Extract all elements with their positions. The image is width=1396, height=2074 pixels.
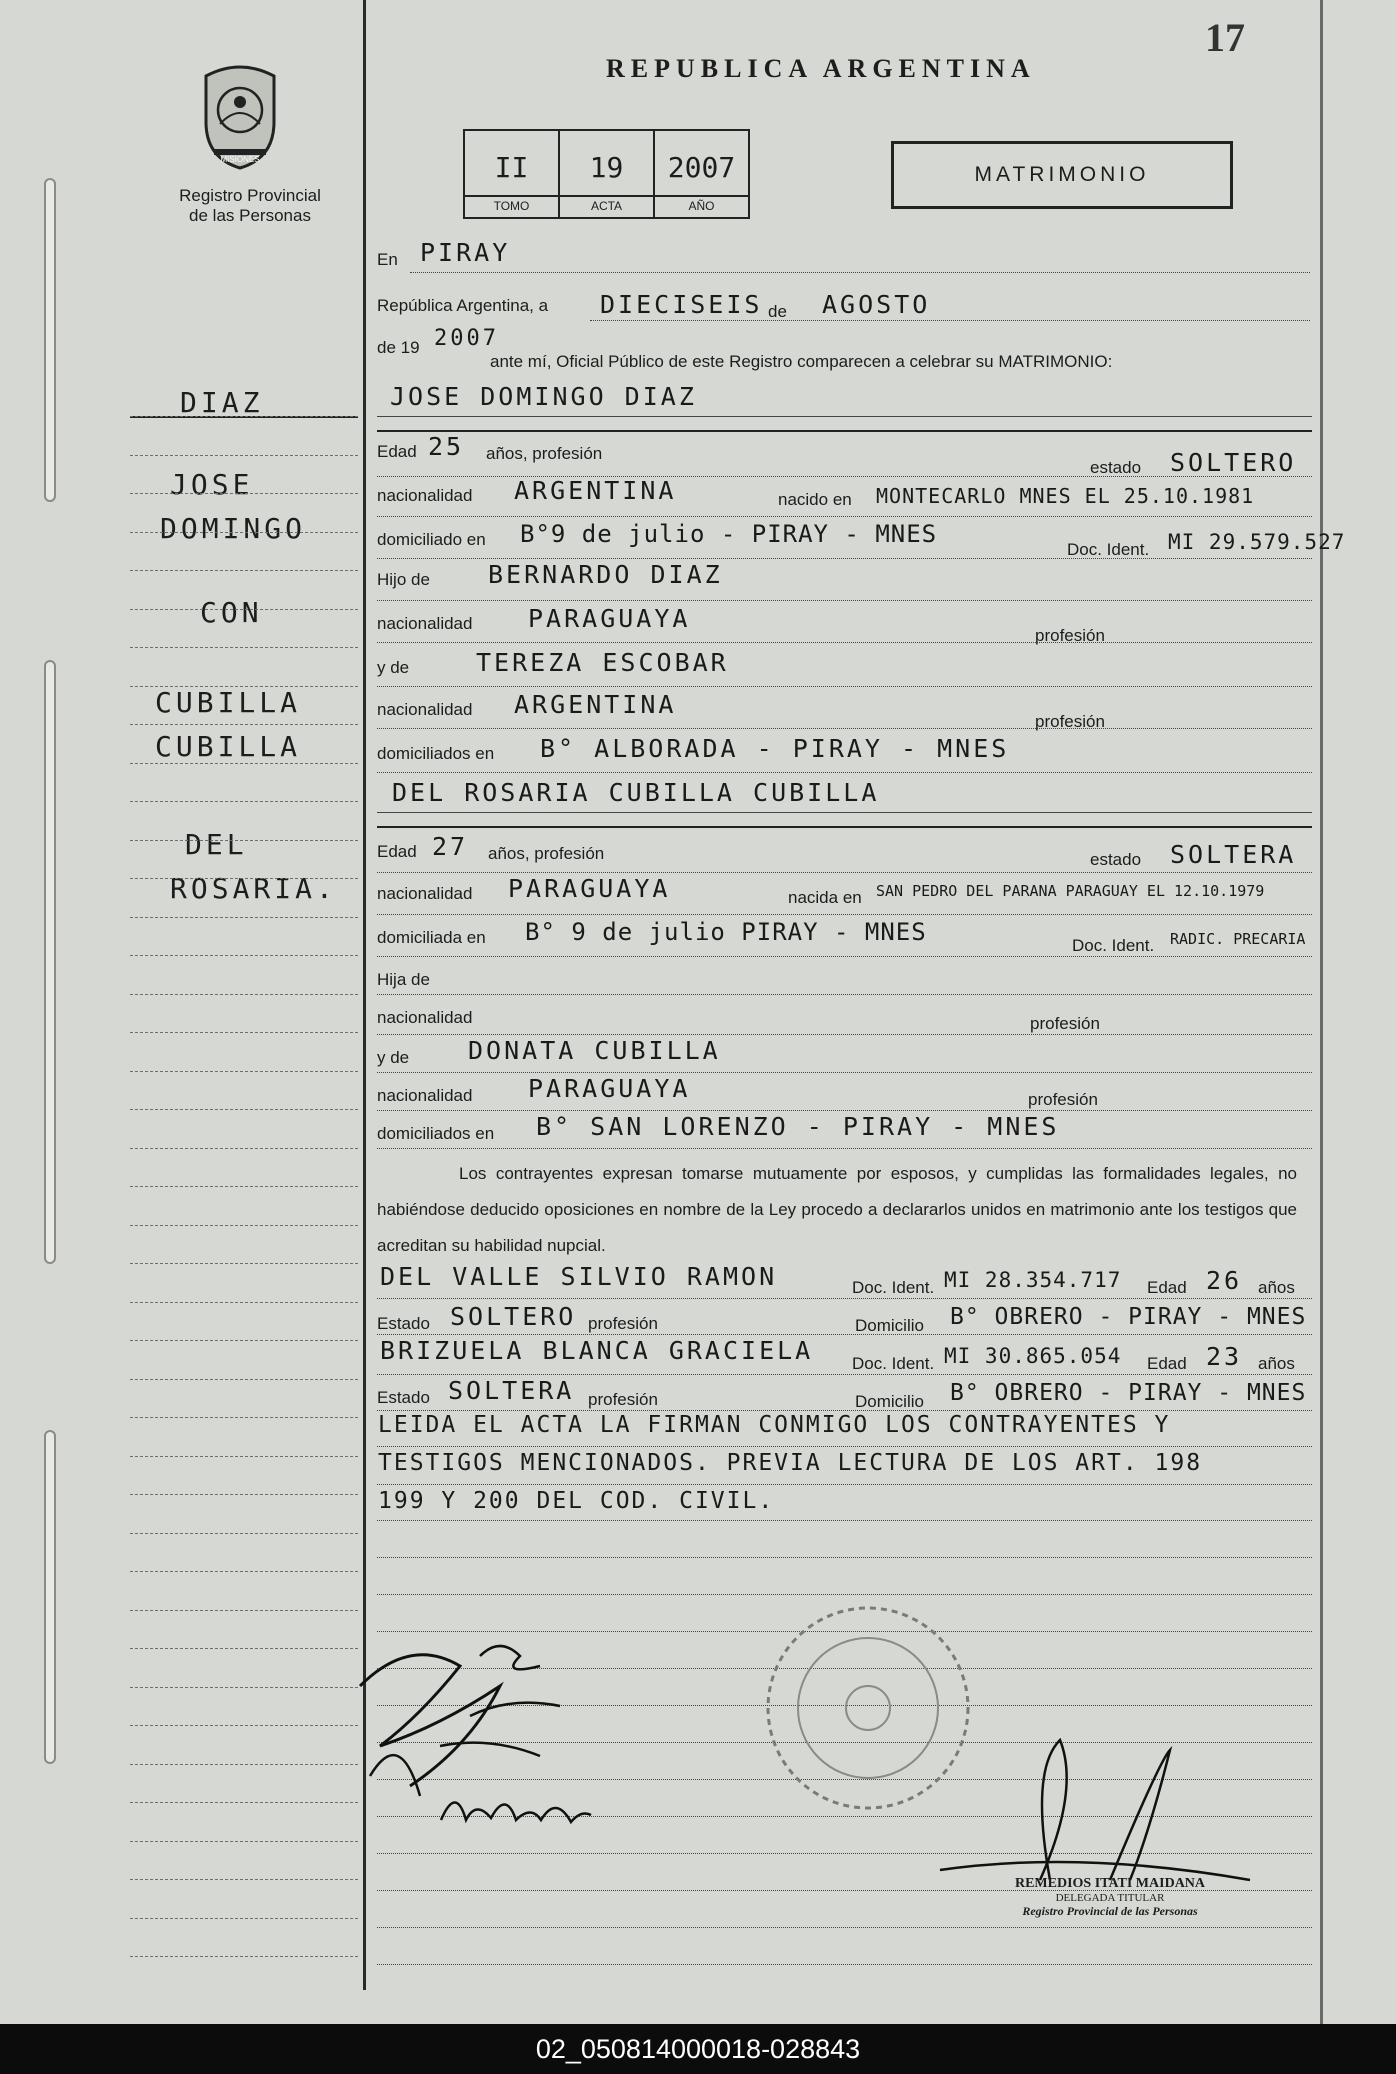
en-label: En	[377, 250, 398, 269]
tomo-cell	[465, 131, 560, 217]
margin-line-4: CON	[200, 596, 263, 629]
witness-1-name: DEL VALLE SILVIO RAMON	[380, 1262, 778, 1291]
line	[377, 642, 1312, 643]
margin-line	[130, 1879, 358, 1880]
line	[377, 416, 1312, 417]
witness-signature-image	[436, 1780, 596, 1840]
body-line	[377, 1927, 1312, 1928]
witness-1-age-label: Edad	[1147, 1278, 1187, 1297]
margin-line	[130, 840, 358, 841]
witness-1-estado: SOLTERO	[450, 1302, 577, 1331]
line	[377, 772, 1312, 773]
margin-line-5: CUBILLA	[155, 686, 302, 719]
witness-1-dom: B° OBRERO - PIRAY - MNES	[950, 1304, 1307, 1330]
margin-line	[130, 763, 358, 764]
line	[377, 1410, 1312, 1411]
margin-line	[130, 917, 358, 918]
margin-line	[130, 1417, 358, 1418]
margin-line	[130, 1841, 358, 1842]
margin-line	[130, 1956, 358, 1957]
margin-line	[130, 878, 358, 879]
margin-line	[130, 647, 358, 648]
body-line	[377, 1594, 1312, 1595]
groom-mother-nat: ARGENTINA	[514, 690, 677, 719]
acta-label: ACTA	[560, 195, 653, 213]
line	[377, 872, 1312, 873]
witness-1-estado-label: Estado	[377, 1314, 430, 1333]
bride-estado-label: estado	[1090, 850, 1142, 869]
line	[377, 1374, 1312, 1375]
margin-surname: DIAZ	[180, 386, 264, 419]
bride-age-label: Edad	[377, 842, 417, 861]
bride-domicile: B° 9 de julio PIRAY - MNES	[525, 918, 927, 946]
margin-line	[130, 609, 358, 610]
section-rule	[377, 430, 1312, 432]
margin-line	[130, 1687, 358, 1688]
witness-1-doc: MI 28.354.717	[944, 1268, 1122, 1292]
margin-line	[130, 416, 358, 417]
line	[377, 516, 1312, 517]
witness-1-prof-label: profesión	[588, 1314, 658, 1333]
body-line	[377, 1520, 1312, 1521]
bride-doc: RADIC. PRECARIA	[1170, 930, 1306, 948]
provincial-seal-icon	[196, 62, 284, 172]
binder-hole-bottom	[44, 1430, 56, 1764]
margin-line	[130, 1802, 358, 1803]
margin-line	[130, 1071, 358, 1072]
witness-2-anos-label: años	[1258, 1354, 1295, 1373]
witness-2-estado-label: Estado	[377, 1388, 430, 1407]
margin-line	[130, 570, 358, 571]
witness-2-dom-label: Domicilio	[855, 1392, 924, 1411]
margin-line	[130, 1648, 358, 1649]
margin-line	[130, 1302, 358, 1303]
margin-line	[130, 955, 358, 956]
bride-name: DEL ROSARIA CUBILLA CUBILLA	[392, 778, 880, 807]
margin-line	[130, 1263, 358, 1264]
line	[377, 812, 1312, 813]
groom-father-nat-label: nacionalidad	[377, 614, 473, 633]
bride-father-label: Hija de	[377, 970, 430, 989]
bride-father-prof-label: profesión	[1030, 1014, 1100, 1033]
bride-parents-dom: B° SAN LORENZO - PIRAY - MNES	[536, 1112, 1060, 1141]
margin-line	[130, 532, 358, 533]
republica-label: República Argentina, a	[377, 296, 549, 315]
anio-value: 2007	[667, 151, 736, 184]
official-signature-image	[930, 1730, 1260, 1890]
official-name: REMEDIOS ITATI MAIDANA	[1014, 1876, 1206, 1891]
line	[377, 1446, 1312, 1447]
ante-text: ante mí, Oficial Público de este Registro comparecen a celebrar su MATRIMONIO:	[490, 352, 1113, 371]
witness-2-doc: MI 30.865.054	[944, 1344, 1122, 1368]
day-value: DIECISEIS	[600, 290, 763, 319]
seal-caption: MISIONES	[220, 155, 260, 164]
margin-line	[130, 724, 358, 725]
page-number: 17	[1205, 15, 1245, 60]
margin-line-6: CUBILLA	[155, 730, 302, 763]
margin-line	[130, 493, 358, 494]
margin-line	[130, 1764, 358, 1765]
margin-line	[130, 801, 358, 802]
margin-line	[130, 1109, 358, 1110]
tomo-label: TOMO	[465, 195, 558, 213]
margin-line	[130, 1225, 358, 1226]
bride-born-label: nacida en	[788, 888, 862, 907]
witness-2-prof-label: profesión	[588, 1390, 658, 1409]
record-number-box	[463, 129, 750, 219]
de-label: de	[768, 302, 787, 321]
groom-domicile: B°9 de julio - PIRAY - MNES	[520, 520, 938, 548]
tomo-value: II	[494, 151, 529, 184]
acta-cell	[560, 131, 655, 217]
margin-line	[130, 1148, 358, 1149]
groom-age: 25	[428, 432, 465, 461]
bride-mother-prof-label: profesión	[1028, 1090, 1098, 1109]
line	[377, 728, 1312, 729]
margin-line	[130, 1456, 358, 1457]
line	[377, 600, 1312, 601]
year-value: 2007	[434, 326, 499, 351]
margin-line	[130, 1340, 358, 1341]
groom-domicile-label: domiciliado en	[377, 530, 486, 549]
groom-born: MONTECARLO MNES EL 25.10.1981	[876, 484, 1255, 508]
bride-mother-nat-label: nacionalidad	[377, 1086, 473, 1105]
line	[590, 320, 1310, 321]
groom-mother-prof-label: profesión	[1035, 712, 1105, 731]
official-block	[965, 1876, 1255, 1919]
registry-line-1: Registro Provincial	[179, 186, 321, 205]
margin-line-8: ROSARIA.	[170, 872, 337, 905]
bride-mother-nat: PARAGUAYA	[528, 1074, 691, 1103]
bride-mother-label: y de	[377, 1048, 410, 1067]
place-value: PIRAY	[420, 238, 511, 267]
groom-nationality: ARGENTINA	[514, 476, 677, 505]
witness-2-age-label: Edad	[1147, 1354, 1187, 1373]
groom-estado-label: estado	[1090, 458, 1142, 477]
line	[377, 1334, 1312, 1335]
groom-father-prof-label: profesión	[1035, 626, 1105, 645]
bride-profession-label: años, profesión	[488, 844, 605, 863]
groom-signature-image	[350, 1626, 600, 1806]
groom-mother: TEREZA ESCOBAR	[476, 648, 729, 677]
groom-profession-label: años, profesión	[486, 444, 603, 463]
groom-mother-label: y de	[377, 658, 410, 677]
witness-1-dom-label: Domicilio	[855, 1316, 924, 1335]
binder-hole-top	[44, 178, 56, 502]
groom-nationality-label: nacionalidad	[377, 486, 473, 505]
official-office: Registro Provincial de las Personas	[1022, 1904, 1198, 1918]
registry-line-2: de las Personas	[189, 206, 311, 225]
groom-name: JOSE DOMINGO DIAZ	[390, 382, 697, 411]
closing-line-3: 199 Y 200 DEL COD. CIVIL.	[378, 1488, 775, 1514]
margin-line	[130, 1186, 358, 1187]
margin-line	[130, 1725, 358, 1726]
binder-hole-middle	[44, 660, 56, 1264]
bride-domicile-label: domiciliada en	[377, 928, 486, 947]
bride-mother: DONATA CUBILLA	[468, 1036, 721, 1065]
closing-line-2: TESTIGOS MENCIONADOS. PREVIA LECTURA DE LOS ART. 198	[378, 1450, 1203, 1476]
section-rule	[377, 826, 1312, 828]
bride-age: 27	[432, 832, 469, 861]
bride-estado: SOLTERA	[1170, 840, 1297, 869]
margin-line	[130, 994, 358, 995]
year-prefix-label: de 19	[377, 338, 420, 357]
bride-doc-label: Doc. Ident.	[1072, 936, 1155, 955]
margin-line	[130, 1571, 358, 1572]
bride-father-nat-label: nacionalidad	[377, 1008, 473, 1027]
margin-line	[130, 1032, 358, 1033]
margin-line-7: DEL	[185, 828, 248, 861]
witness-2-doc-label: Doc. Ident.	[852, 1354, 935, 1373]
margin-line	[130, 1533, 358, 1534]
witness-2-dom: B° OBRERO - PIRAY - MNES	[950, 1380, 1307, 1406]
acta-value: 19	[589, 151, 624, 184]
line	[410, 272, 1310, 273]
line	[377, 1484, 1312, 1485]
groom-mother-nat-label: nacionalidad	[377, 700, 473, 719]
witness-1-age: 26	[1206, 1266, 1243, 1295]
margin-line-2: JOSE	[170, 468, 254, 501]
margin-line-3: DOMINGO	[160, 512, 307, 545]
act-type-box: MATRIMONIO	[891, 141, 1233, 209]
groom-father: BERNARDO DIAZ	[488, 560, 723, 589]
witness-2-age: 23	[1206, 1342, 1243, 1371]
bride-parents-dom-label: domiciliados en	[377, 1124, 495, 1143]
line	[377, 956, 1312, 957]
margin-line	[130, 1494, 358, 1495]
witness-2-name: BRIZUELA BLANCA GRACIELA	[380, 1336, 814, 1365]
groom-doc-label: Doc. Ident.	[1067, 540, 1150, 559]
page-edge	[1320, 0, 1323, 2024]
anio-cell	[655, 131, 748, 217]
closing-line-1: LEIDA EL ACTA LA FIRMAN CONMIGO LOS CONTRAYENTES Y	[378, 1412, 1171, 1438]
margin-line	[130, 1379, 358, 1380]
body-line	[377, 1964, 1312, 1965]
bride-nationality: PARAGUAYA	[508, 874, 671, 903]
body-line	[377, 1557, 1312, 1558]
footer-identifier: 02_050814000018-028843	[0, 2024, 1396, 2074]
registry-name	[145, 186, 355, 226]
groom-estado: SOLTERO	[1170, 448, 1297, 477]
margin-line	[130, 1918, 358, 1919]
line	[377, 1298, 1312, 1299]
groom-father-nat: PARAGUAYA	[528, 604, 691, 633]
witness-1-anos-label: años	[1258, 1278, 1295, 1297]
margin-line	[130, 455, 358, 456]
anio-label: AÑO	[655, 195, 748, 213]
margin-line	[130, 686, 358, 687]
bride-born: SAN PEDRO DEL PARANA PARAGUAY EL 12.10.1979	[876, 882, 1265, 900]
line	[377, 914, 1312, 915]
bride-nationality-label: nacionalidad	[377, 884, 473, 903]
line	[377, 1110, 1312, 1111]
groom-doc: MI 29.579.527	[1168, 530, 1346, 554]
official-title: DELEGADA TITULAR	[1055, 1892, 1165, 1904]
groom-parents-dom-label: domiciliados en	[377, 744, 495, 763]
declaration-text: Los contrayentes expresan tomarse mutuamente por esposos, y cumplidas las formalidades legales, no habiéndose deducido oposiciones en nombre de la Ley procedo a declararlos unidos en matrimonio ante los testigos que acreditan su habilidad nupcial.	[377, 1164, 1297, 1255]
witness-1-doc-label: Doc. Ident.	[852, 1278, 935, 1297]
line	[377, 1148, 1312, 1149]
line	[377, 686, 1312, 687]
line	[377, 994, 1312, 995]
line	[377, 558, 1312, 559]
month-value: AGOSTO	[822, 290, 931, 319]
groom-father-label: Hijo de	[377, 570, 430, 589]
line	[377, 1072, 1312, 1073]
margin-line	[130, 1610, 358, 1611]
country-title: REPUBLICA ARGENTINA	[606, 54, 1036, 83]
groom-age-label: Edad	[377, 442, 417, 461]
witness-2-estado: SOLTERA	[448, 1376, 575, 1405]
groom-born-label: nacido en	[778, 490, 852, 509]
groom-parents-dom: B° ALBORADA - PIRAY - MNES	[540, 734, 1010, 763]
line	[377, 1034, 1312, 1035]
